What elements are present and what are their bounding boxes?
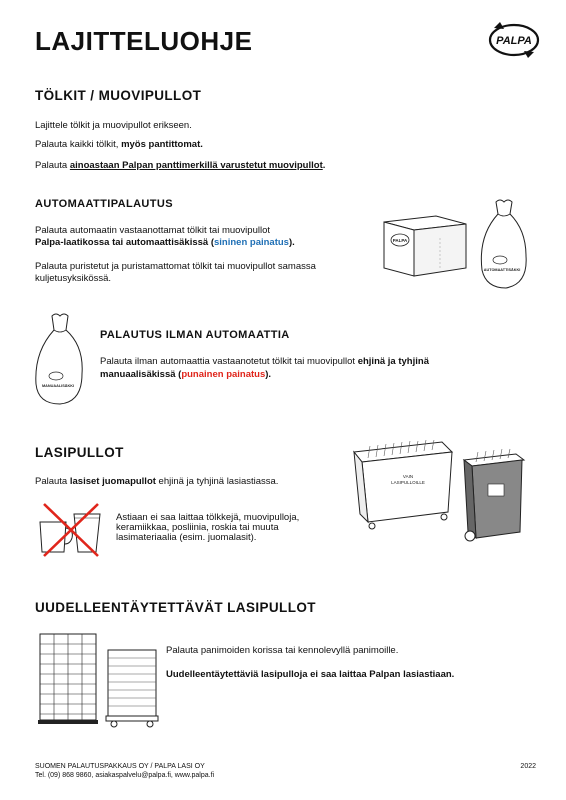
crate-stack-illustration: [36, 630, 100, 726]
lasi-line-1: Palauta lasiset juomapullot ehjinä ja tyhjinä lasiastiassa.: [35, 476, 279, 487]
box-label: PALPA: [392, 238, 408, 243]
footer-contact: Tel. (09) 868 9860, asiakaspalvelu@palpa.fi, www.palpa.fi: [35, 772, 215, 779]
tolkit-line-3: Palauta ainoastaan Palpan panttimerkillä varustetut muovipullot.: [35, 160, 326, 171]
automaatti-bag-label: AUTOMAATTISÄKKI: [483, 268, 521, 272]
bottle-tray-pallet-illustration: [104, 646, 160, 728]
manuaali-bag-illustration: [32, 310, 88, 410]
section-heading-tolkit: TÖLKIT / MUOVIPULLOT: [35, 88, 202, 103]
svg-text:AUTOMAATTISÄKKI: [484, 268, 521, 272]
section-heading-uudelleen: UUDELLEENTÄYTETTÄVÄT LASIPULLOT: [35, 600, 316, 615]
section-heading-lasi: LASIPULLOT: [35, 445, 124, 460]
footer-year: 2022: [520, 763, 536, 770]
svg-text:LASIPULLOILLE: [391, 480, 425, 485]
logo-text: PALPA: [496, 35, 532, 47]
tolkit-line-2: Palauta kaikki tölkit, myös pantittomat.: [35, 139, 203, 150]
automaatti-line-1: Palauta automaatin vastaanottamat tölkit tai muovipullot: [35, 225, 270, 236]
automaatti-bag-illustration: [476, 196, 532, 292]
bin-label-2: LASIPULLOILLE: [391, 480, 425, 485]
svg-text:MANUAALISÄKKI: [42, 384, 74, 388]
lasi-warning-1: Astiaan ei saa laittaa tölkkejä, muovipulloja,: [116, 512, 300, 523]
lasi-warning-2: keramiikkaa, posliinia, roskia tai muuta: [116, 522, 279, 533]
palpa-box-illustration: [380, 208, 470, 280]
uudelleen-line-1: Palauta panimoiden korissa tai kennolevyllä panimoille.: [166, 645, 399, 656]
uudelleen-line-2: Uudelleentäytettäviä lasipulloja ei saa laittaa Palpan lasiastiaan.: [166, 669, 455, 680]
manuaali-bag-label: MANUAALISÄKKI: [41, 384, 75, 388]
bin-label-1: VAIN: [402, 474, 414, 479]
automaatti-line-2: Palpa-laatikossa tai automaattisäkissä (sininen painatus).: [35, 237, 295, 248]
lasi-warning-3: lasimateriaalia (esim. juomalasit).: [116, 532, 257, 543]
ilman-line-1: Palauta ilman automaattia vastaanotetut tölkit tai muovipullot ehjinä ja tyhjinä: [100, 356, 429, 367]
glass-bin-wheeled-illustration: [462, 448, 526, 544]
section-heading-automaatti: AUTOMAATTIPALAUTUS: [35, 198, 173, 210]
tolkit-line-1: Lajittele tölkit ja muovipullot erikseen.: [35, 120, 192, 131]
glass-bin-large-illustration: [352, 438, 456, 532]
svg-text:VAIN: [403, 474, 413, 479]
svg-text:PALPA: [393, 238, 408, 243]
section-heading-ilman: PALAUTUS ILMAN AUTOMAATTIA: [100, 329, 290, 341]
automaatti-line-4: kuljetusyksikössä.: [35, 273, 112, 284]
no-glassware-icon: [36, 500, 108, 558]
footer-company: SUOMEN PALAUTUSPAKKAUS OY / PALPA LASI OY: [35, 763, 205, 770]
page-title: LAJITTELUOHJE: [35, 26, 253, 56]
ilman-line-2: manuaalisäkissä (punainen painatus).: [100, 369, 272, 380]
automaatti-line-3: Palauta puristetut ja puristamattomat tölkit tai muovipullot samassa: [35, 261, 316, 272]
palpa-logo: [486, 18, 542, 62]
svg-text:PALPA: [496, 35, 532, 47]
